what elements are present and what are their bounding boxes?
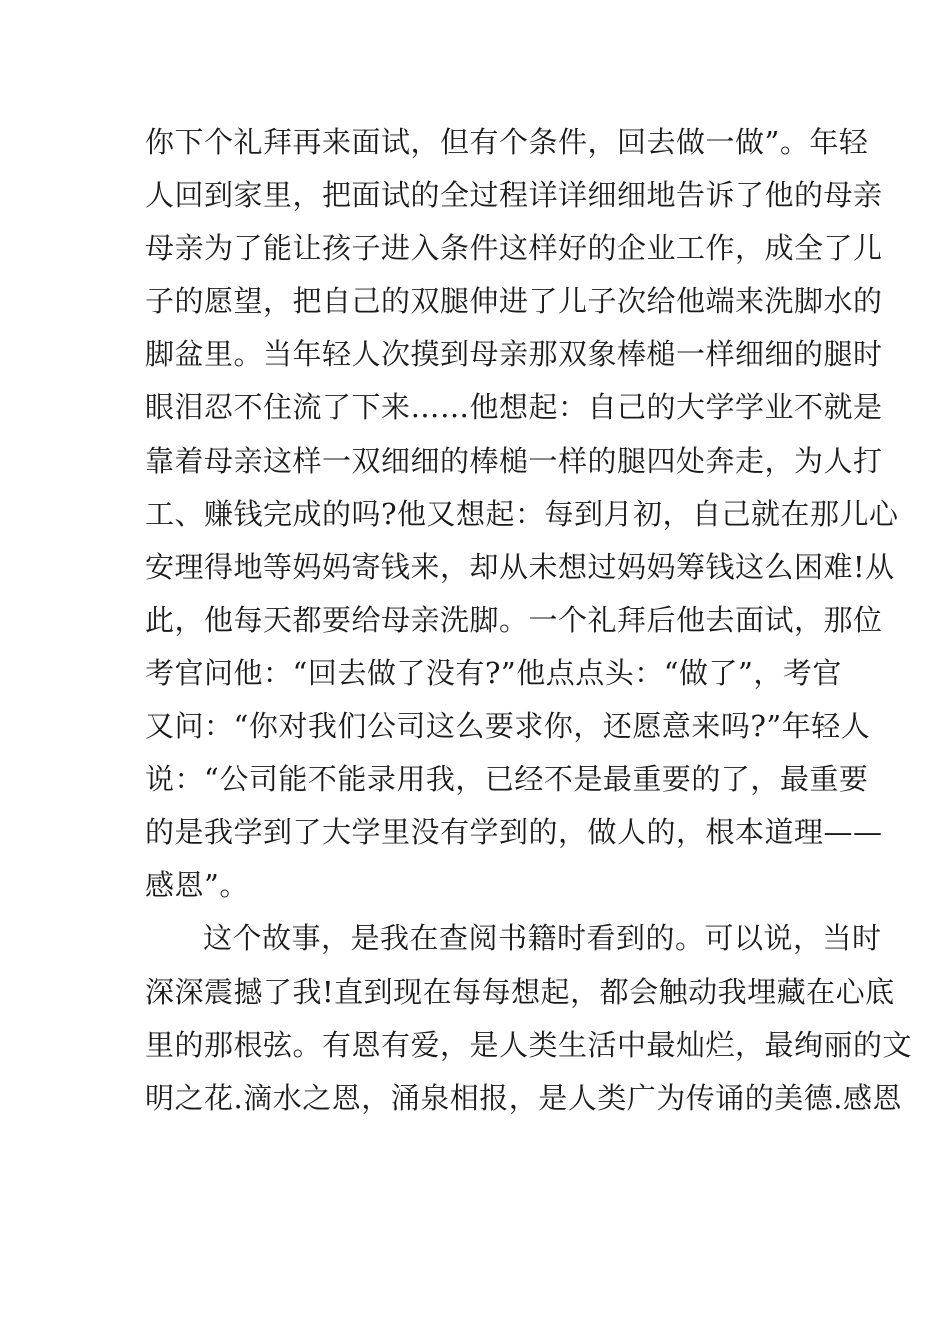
text-line: 眼泪忍不住流了下来……他想起：自己的大学学业不就是 (145, 390, 883, 425)
text-line: 明之花.滴水之恩，涌泉相报，是人类广为传诵的美德.感恩 (145, 1080, 902, 1115)
text-line: 母亲为了能让孩子进入条件这样好的企业工作，成全了儿 (145, 231, 883, 266)
text-line: 深深震撼了我!直到现在每每想起，都会触动我埋藏在心底 (145, 974, 895, 1009)
text-line: 靠着母亲这样一双细细的棒槌一样的腿四处奔走，为人打 (145, 443, 883, 478)
text-line: 感恩”。 (145, 868, 249, 903)
text-line: 说：“公司能不能录用我，已经不是最重要的了，最重要 (145, 762, 869, 797)
text-line: 此，他每天都要给母亲洗脚。一个礼拜后他去面试，那位 (145, 602, 883, 637)
text-line: 人回到家里，把面试的全过程详详细细地告诉了他的母亲 (145, 178, 883, 213)
text-line: 你下个礼拜再来面试，但有个条件，回去做一做”。年轻 (145, 125, 869, 159)
text-line: 脚盆里。当年轻人次摸到母亲那双象棒槌一样细细的腿时 (145, 337, 883, 372)
text-line: 里的那根弦。有恩有爱，是人类生活中最灿烂，最绚丽的文 (145, 1027, 913, 1062)
text-line: 的是我学到了大学里没有学到的，做人的，根本道理—— (145, 815, 883, 850)
text-line: 工、赚钱完成的吗?他又想起：每到月初，自己就在那儿心 (145, 496, 899, 531)
text-line: 考官问他：“回去做了没有?”他点点头：“做了”，考官 (145, 655, 842, 690)
text-line: 又问：“你对我们公司这么要求你，还愿意来吗?”年轻人 (145, 709, 871, 744)
body-text (145, 116, 913, 1125)
paragraph-start-line: 这个故事，是我在查阅书籍时看到的。可以说，当时 (203, 921, 882, 956)
text-line: 安理得地等妈妈寄钱来，却从未想过妈妈筹钱这么困难!从 (145, 549, 895, 584)
text-line: 子的愿望，把自己的双腿伸进了儿子次给他端来洗脚水的 (145, 284, 883, 319)
